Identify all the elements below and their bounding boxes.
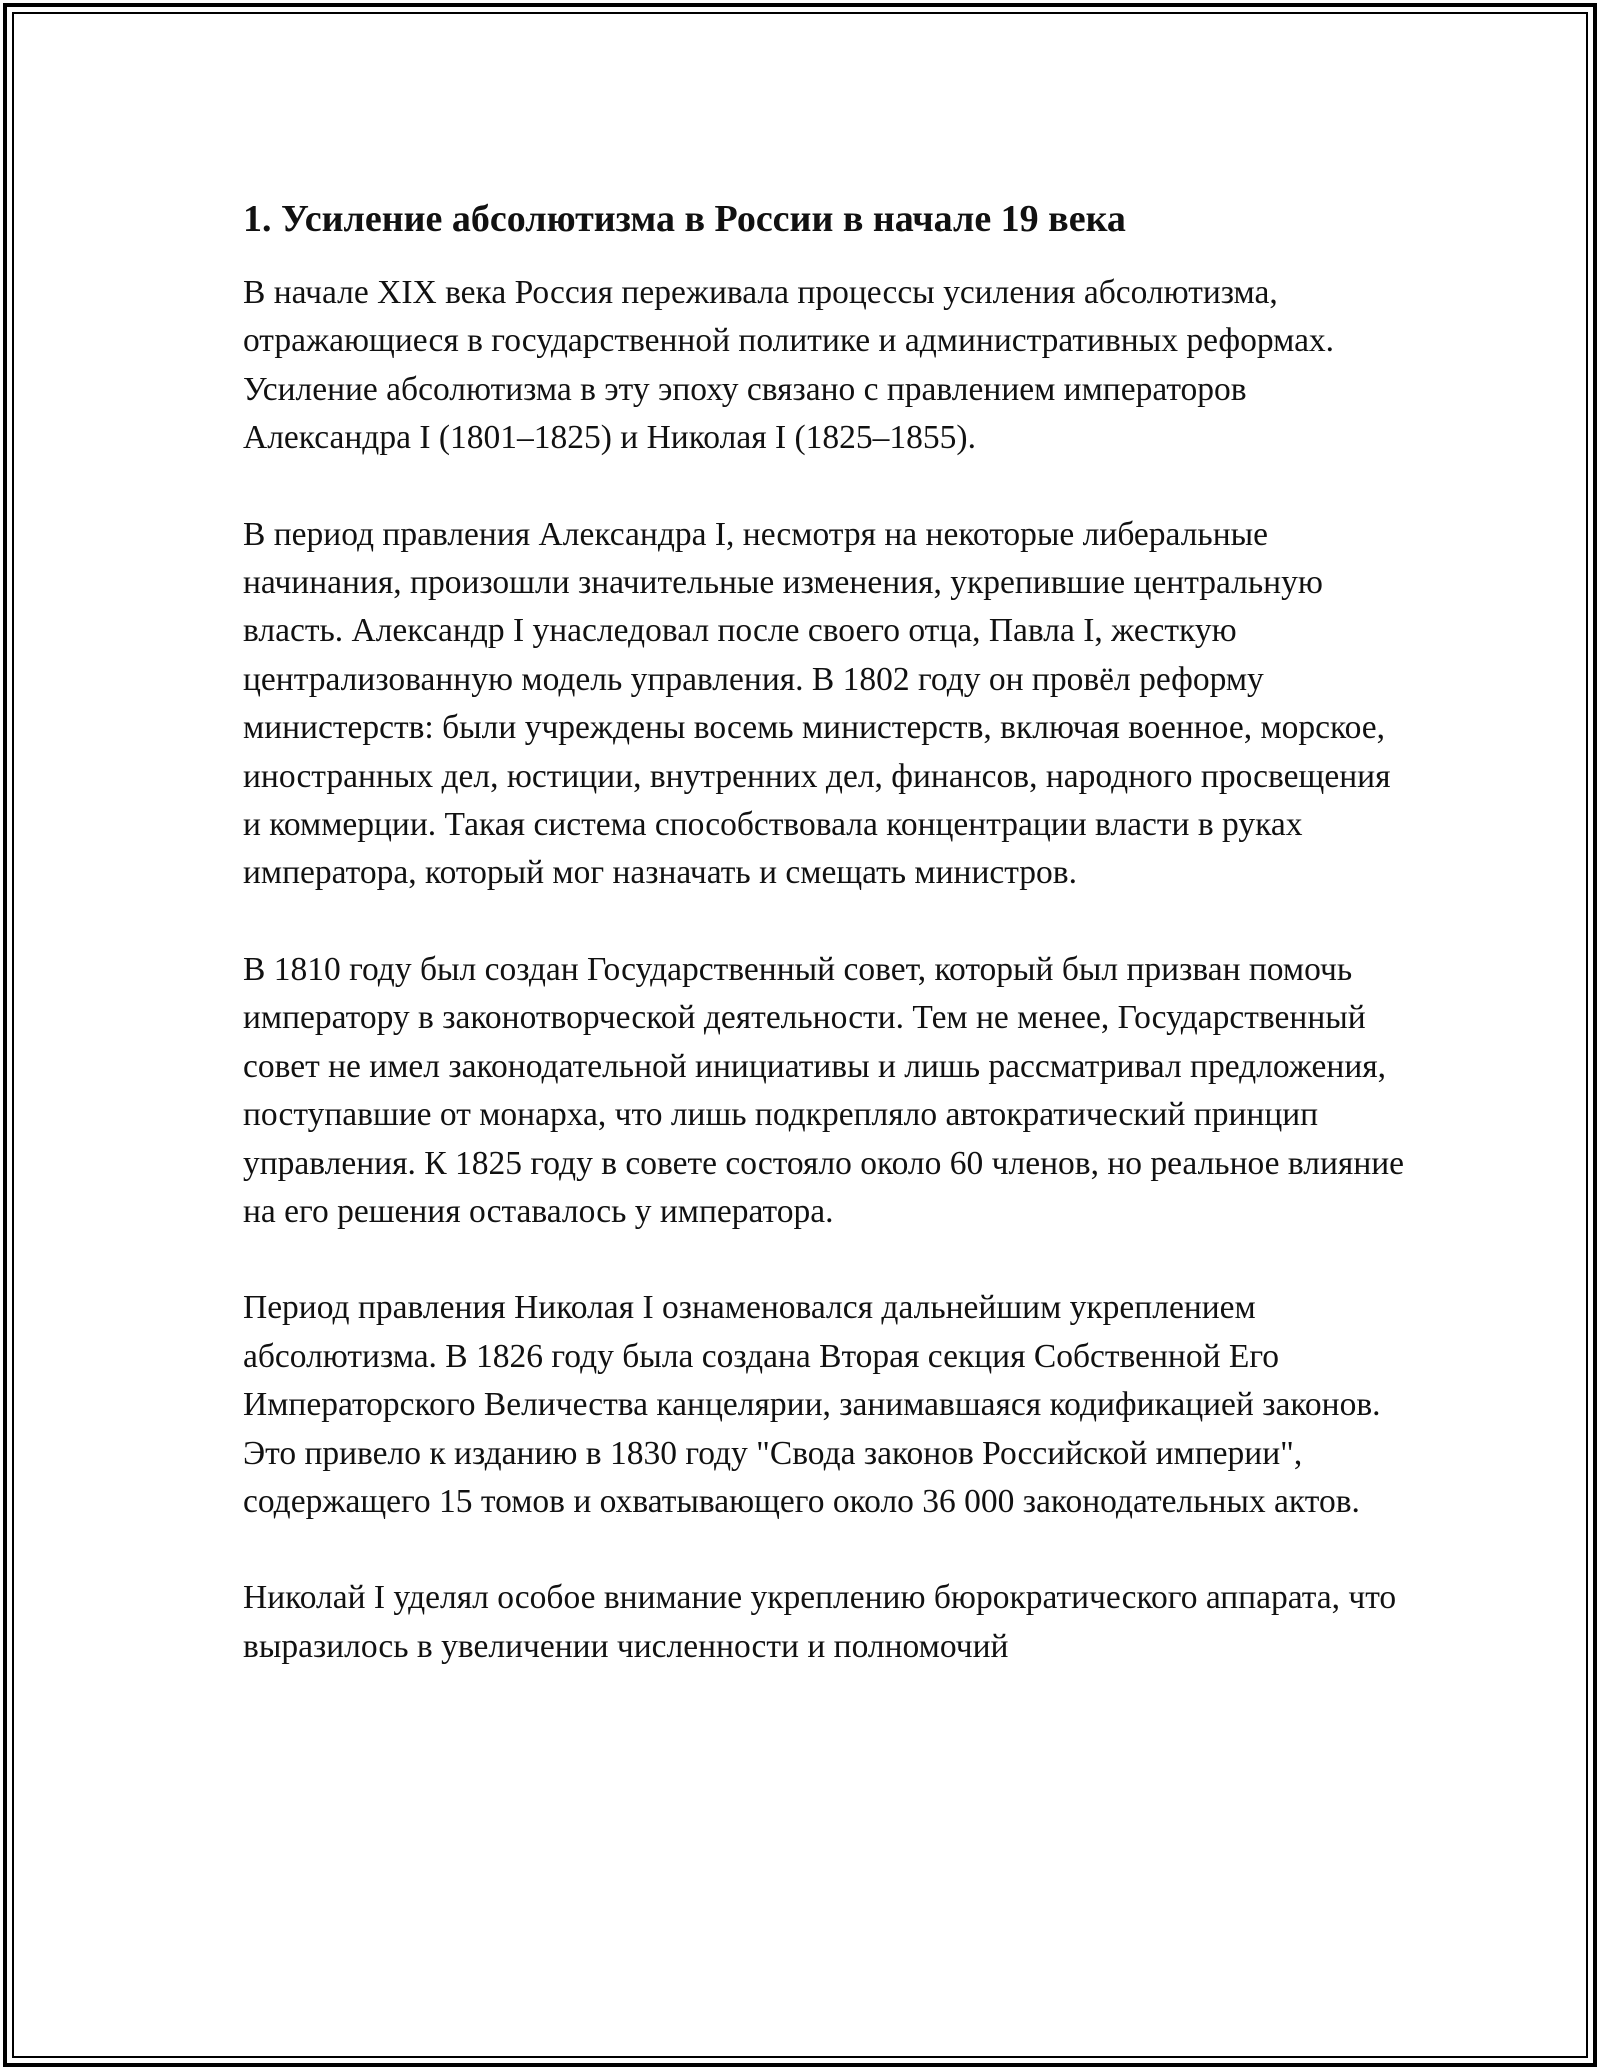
- document-title: 1. Усиление абсолютизма в России в начале 19 века: [243, 198, 1126, 240]
- paragraph-4: Период правления Николая I ознаменовался дальнейшим укреплением абсолютизма. В 1826 году была создана Вторая секция Собственной Его Императорского Величества канцелярии, занимавшаяся кодификацией законов. Это привело к изданию в 1830 году "Свода законов Российской империи", содержащего 15 томов и охватывающего около 36 000 законодательных актов.: [243, 1289, 1381, 1520]
- paragraph-2: В период правления Александра I, несмотря на некоторые либеральные начинания, произошли значительные изменения, укрепившие центральную власть. Александр I унаследовал после своего отца, Павла I, жесткую централизованную модель управления. В 1802 году он провёл реформу министерств: были учреждены восемь министерств, включая военное, морское, иностранных дел, юстиции, внутренних дел, финансов, народного просвещения и коммерции. Такая система способствовала концентрации власти в руках императора, который мог назначать и смещать министров.: [243, 515, 1391, 892]
- paragraph-3: В 1810 году был создан Государственный совет, который был призван помочь императору в законотворческой деятельности. Тем не менее, Государственный совет не имел законодательной инициативы и лишь рассматривал предложения, поступавшие от монарха, что лишь подкрепляло автократический принцип управления. К 1825 году в совете состояло около 60 членов, но реальное влияние на его решения оставалось у императора.: [243, 950, 1405, 1230]
- paragraph-5: Николай I уделял особое внимание укреплению бюрократического аппарата, что выразилось в увеличении численности и полномочий: [243, 1579, 1397, 1665]
- paragraph-1: В начале XIX века Россия переживала процессы усиления абсолютизма, отражающиеся в государственной политике и административных реформах. Усиление абсолютизма в эту эпоху связано с правлением императоров Александра I (1801–1825) и Николая I (1825–1855).: [243, 274, 1335, 457]
- page-frame: [3, 3, 1597, 2067]
- document-body: [243, 193, 1413, 1719]
